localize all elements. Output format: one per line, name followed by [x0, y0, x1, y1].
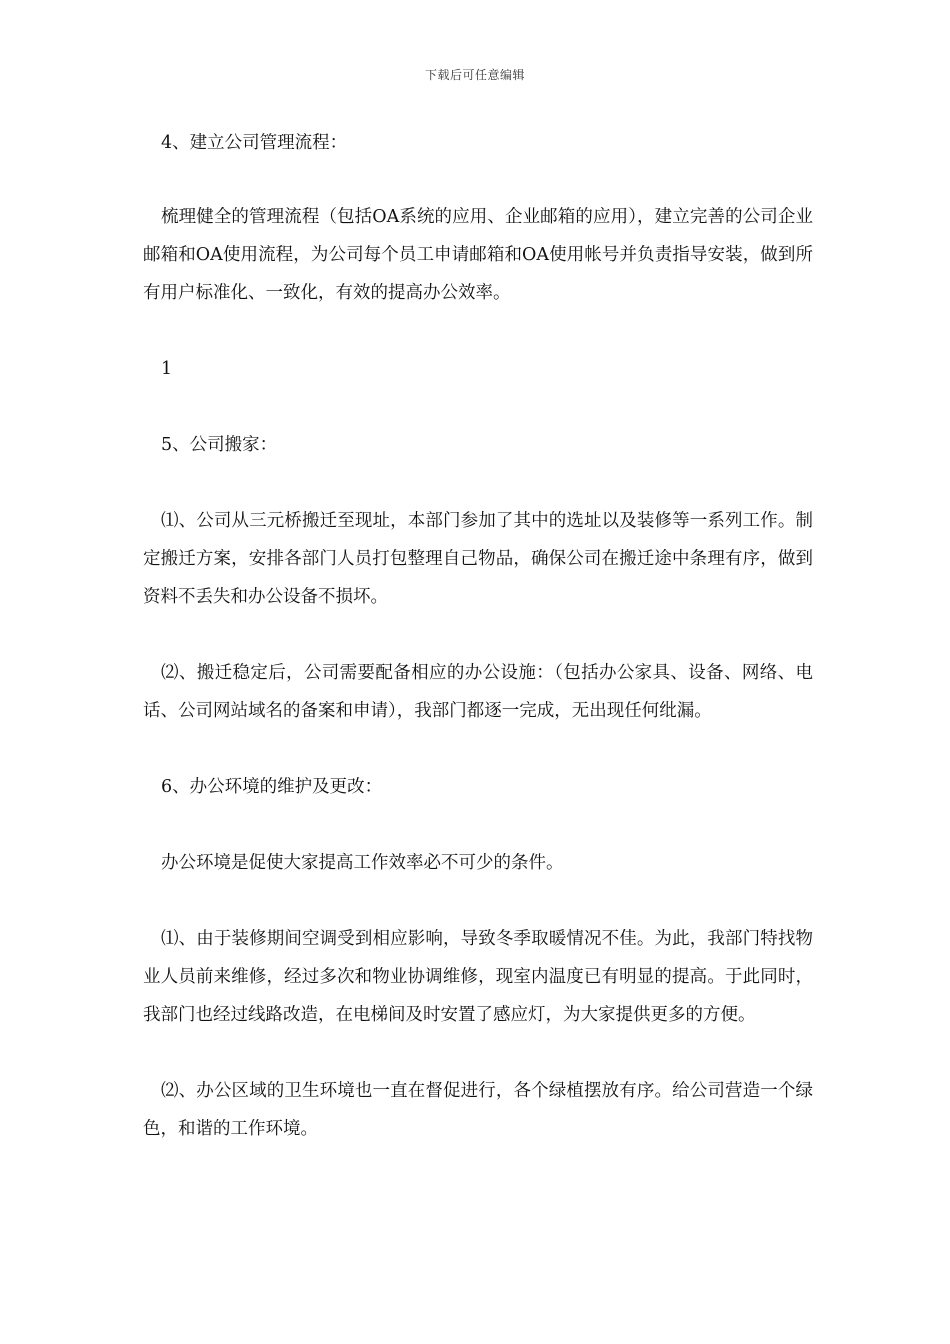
section-5-item-2: ⑵、搬迁稳定后，公司需要配备相应的办公设施：（包括办公家具、设备、网络、电话、公司网站域名的备案和申请），我部门都逐一完成，无出现任何纰漏。	[143, 663, 813, 721]
section-5-heading: 5、公司搬家：	[161, 435, 278, 455]
document-body	[143, 124, 813, 1148]
section-6-item-2: ⑵、办公区域的卫生环境也一直在督促进行，各个绿植摆放有序。给公司营造一个绿色，和谐的工作环境。	[143, 1081, 813, 1139]
page-number: 1	[161, 359, 173, 379]
section-6-item-1: ⑴、由于装修期间空调受到相应影响，导致冬季取暖情况不佳。为此，我部门特找物业人员前来维修，经过多次和物业协调维修，现室内温度已有明显的提高。于此同时，我部门也经过线路改造，在电梯间及时安置了感应灯，为大家提供更多的方便。	[143, 929, 813, 1025]
section-5-item-1: ⑴、公司从三元桥搬迁至现址，本部门参加了其中的选址以及装修等一系列工作。制定搬迁方案，安排各部门人员打包整理自己物品，确保公司在搬迁途中条理有序，做到资料不丢失和办公设备不损坏。	[143, 511, 813, 607]
section-4-heading: 4、建立公司管理流程：	[161, 133, 348, 153]
section-6-heading: 6、办公环境的维护及更改：	[161, 777, 383, 797]
section-4-paragraph: 梳理健全的管理流程（包括OA系统的应用、企业邮箱的应用），建立完善的公司企业邮箱和OA使用流程，为公司每个员工申请邮箱和OA使用帐号并负责指导安装，做到所有用户标准化、一致化，有效的提高办公效率。	[143, 207, 813, 303]
page-header: 下载后可任意编辑	[424, 68, 525, 82]
section-6-intro: 办公环境是促使大家提高工作效率必不可少的条件。	[161, 853, 564, 873]
